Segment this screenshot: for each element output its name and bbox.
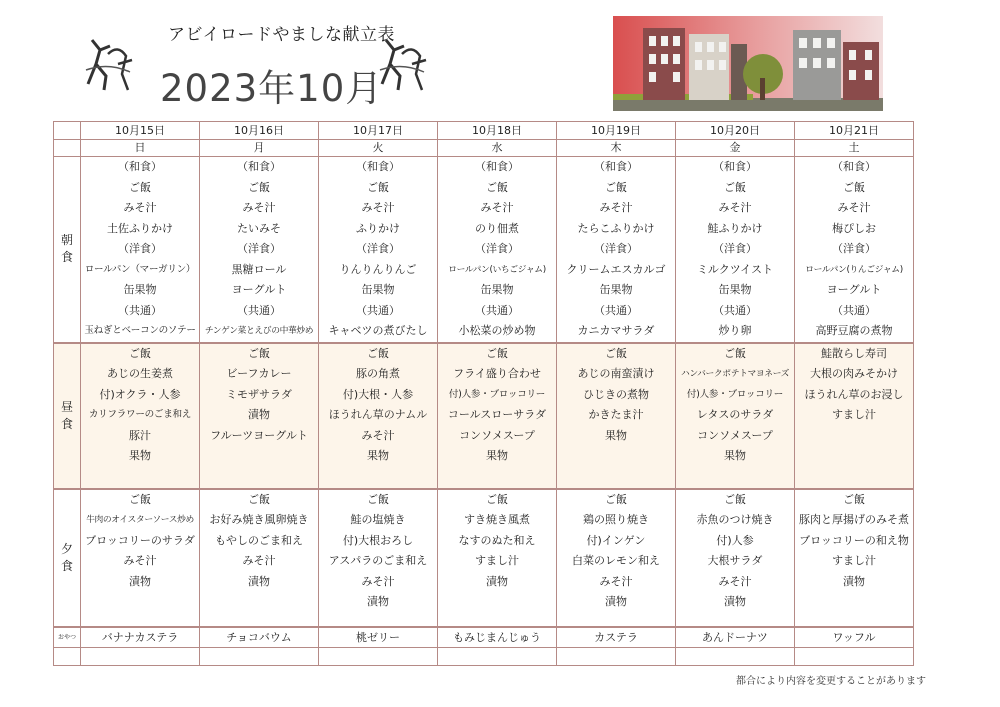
menu-item: 果物 (129, 449, 151, 462)
lunch-cell (200, 343, 319, 489)
weekday-row (54, 140, 914, 157)
menu-item: ご飯 (843, 180, 865, 194)
menu-item: みそ汁 (361, 201, 395, 214)
snack-cell: 桃ゼリー (319, 627, 438, 648)
menu-item: もやしのごま和え (215, 533, 303, 547)
menu-item: 付)人参 (716, 533, 754, 547)
weekday-cell: 金 (676, 140, 795, 157)
menu-item: 豚肉と厚揚げのみそ煮 (799, 513, 909, 526)
menu-item: 付)人参・ブロッコリー (686, 388, 784, 400)
breakfast-label: 朝 食 (54, 157, 81, 343)
menu-item: ほうれん草のお浸し (804, 387, 904, 401)
snack-cell: ワッフル (795, 627, 914, 648)
date-cell: 10月21日 (795, 122, 914, 140)
menu-item: ご飯 (367, 492, 389, 506)
empty-cell (676, 647, 795, 665)
weekday-cell: 木 (557, 140, 676, 157)
month-heading: 2023年10月 (160, 67, 384, 110)
abbey-road-logo-left (78, 34, 138, 96)
menu-item: 鮭の塩焼き (350, 513, 406, 526)
menu-item: ご飯 (248, 346, 270, 360)
menu-item: お好み焼き風卵焼き (209, 513, 309, 526)
menu-item: ご飯 (248, 492, 270, 506)
menu-item: ひじきの煮物 (583, 387, 649, 401)
weekday-cell: 水 (438, 140, 557, 157)
lunch-cell (319, 343, 438, 489)
menu-item: （和食） (356, 160, 400, 173)
menu-item: 豚の角煮 (356, 367, 400, 380)
menu-item: ミルクツイスト (696, 262, 774, 276)
breakfast-cell (795, 157, 914, 343)
lunch-cell (676, 343, 795, 489)
menu-item: （和食） (237, 160, 281, 173)
menu-item: ご飯 (129, 346, 151, 360)
empty-cell (795, 647, 914, 665)
menu-item: あじの生姜煮 (107, 367, 173, 380)
menu-item: 梅ぴしお (832, 221, 876, 235)
menu-item: みそ汁 (837, 201, 871, 214)
dinner-row (54, 489, 914, 627)
menu-item: ビーフカレー (226, 367, 292, 380)
date-cell: 10月18日 (438, 122, 557, 140)
menu-item: （共通） (832, 303, 876, 317)
menu-item: 缶果物 (480, 283, 514, 296)
menu-item: みそ汁 (599, 574, 633, 588)
menu-item: 付)大根おろし (342, 533, 414, 547)
menu-item: 漬物 (248, 408, 270, 421)
menu-item: ご飯 (724, 346, 746, 360)
weekday-cell: 月 (200, 140, 319, 157)
menu-item: 玉ねぎとベーコンのソテー (84, 325, 196, 336)
menu-item: ご飯 (129, 492, 151, 506)
page-title: アビイロードやましな献立表 (168, 25, 395, 45)
menu-item: （和食） (832, 160, 876, 173)
snack-label: おやつ (54, 627, 81, 648)
menu-item: 付)大根・人参 (342, 387, 414, 401)
breakfast-row (54, 157, 914, 343)
menu-item: 大根の肉みそかけ (810, 367, 898, 380)
dinner-cell (319, 489, 438, 627)
menu-item: ご飯 (129, 180, 151, 194)
menu-item: （和食） (118, 160, 162, 173)
breakfast-cell (200, 157, 319, 343)
menu-item: みそ汁 (361, 574, 395, 588)
abbey-road-logo-right (372, 34, 432, 96)
menu-item: 付)人参・ブロッコリー (448, 388, 546, 400)
breakfast-cell (81, 157, 200, 343)
breakfast-cell (319, 157, 438, 343)
menu-item: 牛肉のオイスターソース炒め (86, 515, 194, 525)
menu-item: （洋食） (713, 242, 757, 255)
dinner-label: 夕 食 (54, 489, 81, 627)
menu-item: 缶果物 (599, 283, 633, 296)
menu-item: （共通） (237, 303, 281, 317)
menu-item: ご飯 (605, 492, 627, 506)
menu-item: 高野豆腐の煮物 (815, 324, 893, 337)
menu-item: 果物 (367, 449, 389, 462)
menu-item: 白菜のレモン和え (572, 554, 660, 567)
menu-item: （洋食） (356, 242, 400, 255)
snack-cell: カステラ (557, 627, 676, 648)
snack-cell: チョコバウム (200, 627, 319, 648)
snack-cell: バナナカステラ (81, 627, 200, 648)
menu-item: 缶果物 (718, 283, 752, 296)
change-notice: 都合により内容を変更することがあります (736, 676, 926, 687)
menu-item: すまし汁 (832, 554, 876, 567)
menu-item: みそ汁 (718, 201, 752, 214)
menu-item: 漬物 (248, 574, 270, 588)
menu-item: 漬物 (367, 595, 389, 608)
menu-item: ご飯 (486, 492, 508, 506)
lunch-label: 昼 食 (54, 343, 81, 489)
menu-item: ヨーグルト (826, 283, 882, 296)
menu-item: （共通） (356, 303, 400, 317)
menu-item: ご飯 (367, 180, 389, 194)
dinner-cell (557, 489, 676, 627)
menu-item: 黒糖ロール (231, 262, 287, 276)
menu-item: ご飯 (605, 180, 627, 194)
menu-item: みそ汁 (599, 201, 633, 214)
lunch-cell (438, 343, 557, 489)
menu-item: （洋食） (237, 242, 281, 255)
menu-item: みそ汁 (718, 574, 752, 588)
dinner-cell (676, 489, 795, 627)
menu-item: （共通） (594, 303, 638, 317)
menu-item: 鮭ふりかけ (707, 221, 763, 235)
menu-item: みそ汁 (123, 201, 157, 214)
snack-cell: もみじまんじゅう (438, 627, 557, 648)
corner-cell (54, 122, 81, 140)
lunch-row (54, 343, 914, 489)
menu-item: 土佐ふりかけ (107, 221, 173, 235)
menu-item: ヨーグルト (231, 283, 287, 296)
menu-item: ロールパン(りんごジャム) (805, 264, 903, 275)
menu-table (53, 121, 914, 666)
menu-item: 漬物 (605, 595, 627, 608)
menu-item: みそ汁 (123, 554, 157, 567)
menu-item: 鮭散らし寿司 (821, 346, 887, 360)
menu-item: すき焼き風煮 (464, 513, 530, 526)
menu-item: のり佃煮 (475, 221, 519, 235)
empty-cell (200, 647, 319, 665)
menu-item: （和食） (594, 160, 638, 173)
menu-item: 漬物 (843, 574, 865, 588)
menu-item: カリフラワーのごま和え (88, 409, 192, 420)
menu-item: ご飯 (724, 492, 746, 506)
menu-item: みそ汁 (480, 201, 514, 214)
townhouse-illustration (613, 16, 883, 111)
menu-item: チンゲン菜とえびの中華炒め (204, 326, 314, 336)
lunch-cell (81, 343, 200, 489)
menu-item: レタスのサラダ (696, 408, 774, 421)
menu-item: かきたま汁 (588, 408, 644, 421)
menu-item: 果物 (724, 449, 746, 462)
menu-item: 缶果物 (123, 283, 157, 296)
menu-item: ご飯 (724, 180, 746, 194)
dinner-cell (200, 489, 319, 627)
menu-item: ほうれん草のナムル (328, 408, 428, 421)
menu-item: りんりんりんご (339, 262, 417, 276)
dinner-cell (438, 489, 557, 627)
menu-item: コンソメスープ (697, 428, 773, 442)
empty-cell (319, 647, 438, 665)
menu-item: 漬物 (129, 574, 151, 588)
menu-item: カニカマサラダ (577, 324, 655, 337)
menu-item: すまし汁 (832, 408, 876, 421)
menu-item: コールスローサラダ (447, 408, 547, 421)
menu-item: ふりかけ (356, 221, 400, 235)
dinner-cell (795, 489, 914, 627)
menu-item: （洋食） (832, 242, 876, 255)
menu-item: 漬物 (486, 574, 508, 588)
empty-cell (54, 647, 81, 665)
menu-item: ミモザサラダ (226, 387, 292, 401)
menu-item: ハンバークポテトマヨネーズ (680, 369, 790, 379)
menu-item: フライ盛り合わせ (453, 367, 541, 380)
menu-item: ご飯 (605, 346, 627, 360)
menu-item: （洋食） (118, 242, 162, 255)
menu-item: 炒り卵 (718, 324, 752, 337)
menu-item: 豚汁 (129, 428, 151, 442)
date-cell: 10月17日 (319, 122, 438, 140)
empty-cell (81, 647, 200, 665)
date-cell: 10月16日 (200, 122, 319, 140)
dinner-cell (81, 489, 200, 627)
menu-item: みそ汁 (242, 554, 276, 567)
lunch-cell (557, 343, 676, 489)
menu-item: ご飯 (248, 180, 270, 194)
menu-item: （洋食） (594, 242, 638, 255)
date-cell: 10月19日 (557, 122, 676, 140)
menu-item: 漬物 (724, 595, 746, 608)
menu-item: なすのぬた和え (458, 533, 536, 547)
lunch-cell (795, 343, 914, 489)
empty-row (54, 647, 914, 665)
menu-item: ブロッコリーの和え物 (799, 533, 909, 547)
weekday-cell: 土 (795, 140, 914, 157)
menu-item: クリームエスカルゴ (566, 262, 666, 276)
menu-item: 小松菜の炒め物 (458, 324, 536, 337)
menu-item: （共通） (118, 303, 162, 317)
menu-item: たいみそ (237, 221, 281, 235)
menu-item: すまし汁 (475, 554, 519, 567)
menu-item: ご飯 (367, 346, 389, 360)
menu-item: ロールパン（マーガリン） (84, 263, 196, 275)
menu-item: 果物 (486, 449, 508, 462)
empty-cell (557, 647, 676, 665)
menu-item: フルーツヨーグルト (210, 428, 308, 442)
menu-item: 付)オクラ・人参 (99, 387, 181, 401)
menu-item: （和食） (475, 160, 519, 173)
menu-item: 赤魚のつけ焼き (696, 513, 774, 526)
menu-item: （洋食） (475, 242, 519, 255)
menu-item: （和食） (713, 160, 757, 173)
date-cell: 10月20日 (676, 122, 795, 140)
date-row (54, 122, 914, 140)
menu-item: ブロッコリーのサラダ (85, 533, 195, 547)
menu-item: （共通） (475, 303, 519, 317)
menu-item: あじの南蛮漬け (577, 367, 655, 380)
menu-item: （共通） (713, 303, 757, 317)
breakfast-cell (438, 157, 557, 343)
menu-item: たらこふりかけ (577, 221, 655, 235)
date-cell: 10月15日 (81, 122, 200, 140)
snack-cell: あんドーナツ (676, 627, 795, 648)
menu-item: ご飯 (843, 492, 865, 506)
weekday-cell: 日 (81, 140, 200, 157)
menu-item: キャベツの煮びたし (328, 324, 428, 337)
menu-item: ご飯 (486, 180, 508, 194)
menu-item: コンソメスープ (459, 428, 535, 442)
menu-item: みそ汁 (361, 428, 395, 442)
menu-item: アスパラのごま和え (328, 554, 428, 567)
snack-row (54, 627, 914, 648)
weekday-cell: 火 (319, 140, 438, 157)
menu-item: 缶果物 (361, 283, 395, 296)
empty-cell (438, 647, 557, 665)
menu-item: 付)インゲン (586, 533, 646, 547)
menu-item: 鶏の照り焼き (583, 513, 649, 526)
breakfast-cell (557, 157, 676, 343)
menu-item: ロールパン(いちごジャム) (448, 264, 546, 275)
menu-item: みそ汁 (242, 201, 276, 214)
breakfast-cell (676, 157, 795, 343)
corner-cell (54, 140, 81, 157)
menu-item: 果物 (605, 428, 627, 442)
menu-item: ご飯 (486, 346, 508, 360)
menu-item: 大根サラダ (707, 554, 763, 567)
